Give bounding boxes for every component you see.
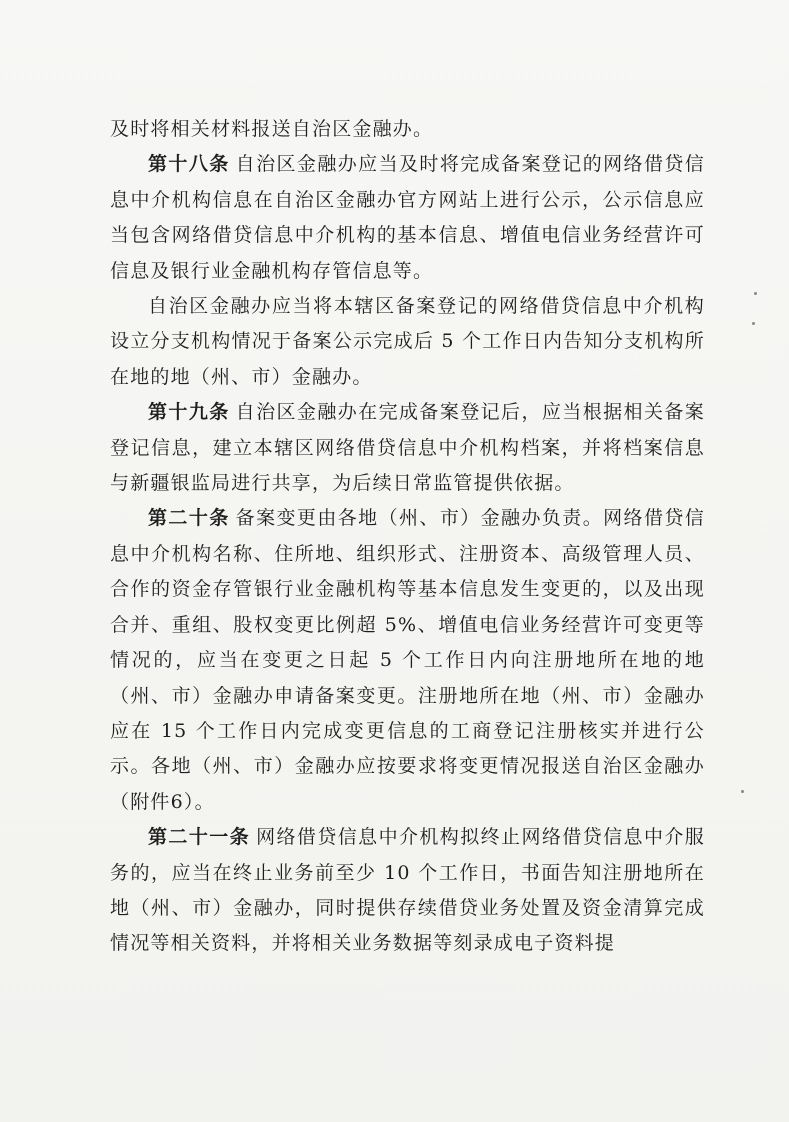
article-19 [110, 395, 705, 501]
paragraph-continuation [110, 112, 705, 147]
article-18-paragraph-2 [110, 289, 705, 395]
scan-margin-mark [754, 292, 757, 295]
article-heading: 第十八条 [148, 153, 230, 176]
paragraph-text: 自治区金融办应当及时将完成备案登记的网络借贷信息中介机构信息在自治区金融办官方网站上进行公示，公示信息应当包含网络借贷信息中介机构的基本信息、增值电信业务经营许可信息及银行业金融机构存管信息等。 [110, 153, 705, 282]
paragraph-text: 自治区金融办应当将本辖区备案登记的网络借贷信息中介机构设立分支机构情况于备案公示完成后 5 个工作日内告知分支机构所在地的地（州、市）金融办。 [110, 295, 705, 388]
article-heading: 第十九条 [148, 401, 230, 424]
paragraph-text: 及时将相关材料报送自治区金融办。 [110, 118, 434, 140]
article-18 [110, 147, 705, 289]
paragraph-text: 自治区金融办在完成备案登记后，应当根据相关备案登记信息，建立本辖区网络借贷信息中介机构档案，并将档案信息与新疆银监局进行共享，为后续日常监管提供依据。 [110, 401, 705, 495]
paragraph-text: 网络借贷信息中介机构拟终止网络借贷信息中介服务的，应当在终止业务前至少 10 个工作日，书面告知注册地所在地（州、市）金融办，同时提供存续借贷业务处置及资金清算完成情况等相关资料，并将相关业务数据等刻录成电子资料提 [110, 826, 705, 955]
document-body [110, 112, 705, 962]
article-heading: 第二十条 [148, 507, 230, 530]
article-heading: 第二十一条 [148, 826, 251, 849]
paragraph-text: 备案变更由各地（州、市）金融办负责。网络借贷信息中介机构名称、住所地、组织形式、注册资本、高级管理人员、合作的资金存管银行业金融机构等基本信息发生变更的，以及出现合并、重组、股权变更比例超 5%、增值电信业务经营许可变更等情况的，应当在变更之日起 5 个工作日内向注册地所在地的地（州、市）金融办申请备案变更。注册地所在地（州、市）金融办应在 15 个工作日内完成变更信息的工商登记注册核实并进行公示。各地（州、市）金融办应按要求将变更情况报送自治区金融办（附件6）。 [110, 507, 705, 813]
scan-margin-mark [741, 790, 744, 793]
article-21 [110, 820, 705, 962]
scan-margin-mark [752, 322, 755, 325]
article-20 [110, 501, 705, 820]
